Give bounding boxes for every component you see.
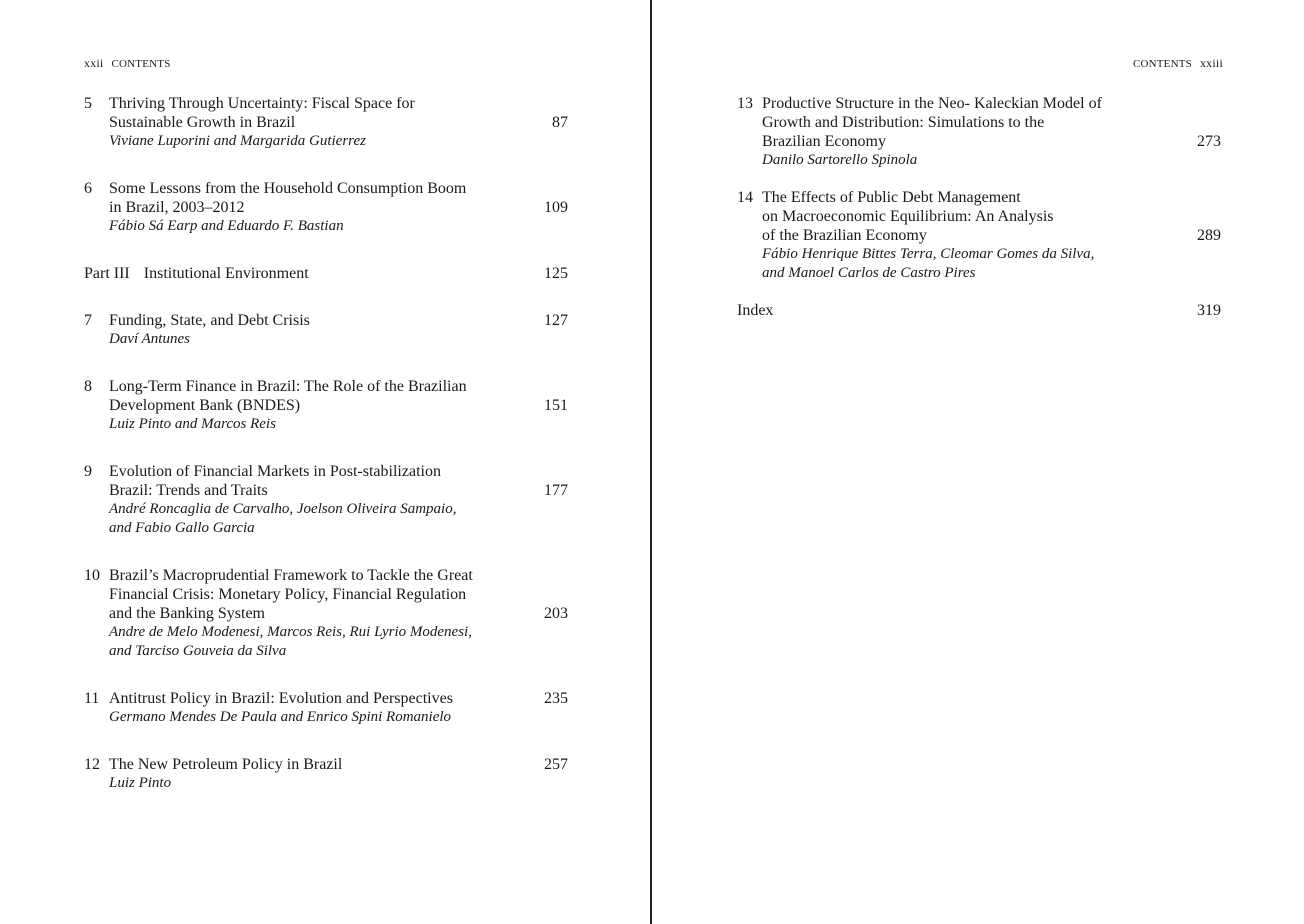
chapter-authors: Andre de Melo Modenesi, Marcos Reis, Rui Lyrio Modenesi,	[109, 624, 472, 640]
chapter-title-line: Brazilian Economy	[762, 133, 886, 150]
chapter-title-line: Antitrust Policy in Brazil: Evolution and Perspectives	[109, 690, 453, 707]
chapter-title	[84, 689, 570, 708]
toc-entry-chapter-8	[84, 377, 570, 434]
chapter-number: 14	[737, 189, 753, 206]
chapter-page-number: 257	[544, 756, 568, 773]
chapter-number: 13	[737, 95, 753, 112]
chapter-title	[84, 94, 570, 132]
chapter-authors: Danilo Sartorello Spinola	[762, 152, 918, 168]
chapter-authors: and Fabio Gallo Garcia	[109, 520, 255, 536]
chapter-title	[737, 94, 1223, 151]
chapter-authors: and Tarciso Gouveia da Silva	[109, 643, 287, 659]
right-toc-list	[737, 94, 1223, 338]
index-label: Index	[737, 302, 774, 319]
chapter-title-line: Brazil’s Macroprudential Framework to Tackle the Great	[109, 567, 473, 584]
toc-entry-chapter-12	[84, 755, 570, 793]
chapter-title-line: Sustainable Growth in Brazil	[109, 114, 296, 131]
chapter-authors: Luiz Pinto and Marcos Reis	[109, 416, 276, 432]
toc-entry-chapter-11	[84, 689, 570, 727]
chapter-number: 9	[84, 463, 92, 480]
chapter-title	[737, 188, 1223, 245]
chapter-number: 10	[84, 567, 100, 584]
index-page-number: 319	[1197, 302, 1221, 319]
chapter-authors: Germano Mendes De Paula and Enrico Spini Romanielo	[109, 709, 452, 725]
chapter-page-number: 177	[544, 482, 568, 499]
chapter-number: 11	[84, 690, 100, 707]
chapter-number: 7	[84, 312, 92, 329]
part-label: Part III	[84, 265, 130, 282]
left-running-title: CONTENTS	[111, 58, 171, 70]
chapter-authors: Daví Antunes	[109, 331, 190, 347]
chapter-page-number: 127	[544, 312, 568, 329]
toc-entry-chapter-10	[84, 566, 570, 661]
chapter-title-line: on Macroeconomic Equilibrium: An Analysis	[762, 208, 1054, 225]
right-folio: xxiii	[1199, 56, 1223, 70]
toc-entry-chapter-13	[737, 94, 1223, 170]
right-running-title: CONTENTS	[1132, 58, 1192, 70]
chapter-authors: Fábio Henrique Bittes Terra, Cleomar Gomes da Silva,	[762, 246, 1095, 262]
chapter-title-line: Development Bank (BNDES)	[109, 397, 301, 414]
toc-entry-part	[84, 264, 570, 283]
chapter-title	[84, 566, 570, 623]
chapter-title-line: Some Lessons from the Household Consumption Boom	[109, 180, 467, 197]
chapter-number: 5	[84, 95, 92, 112]
chapter-title-line: and the Banking System	[109, 605, 265, 622]
chapter-title	[84, 462, 570, 500]
toc-entry-chapter-14	[737, 188, 1223, 283]
chapter-title-line: Funding, State, and Debt Crisis	[109, 312, 310, 329]
chapter-title	[84, 755, 570, 774]
chapter-authors: Fábio Sá Earp and Eduardo F. Bastian	[109, 218, 344, 234]
chapter-title	[84, 311, 570, 330]
chapter-page-number: 109	[544, 199, 568, 216]
chapter-title-line: The New Petroleum Policy in Brazil	[109, 756, 343, 773]
toc-entry-chapter-5	[84, 94, 570, 151]
chapter-page-number: 235	[544, 690, 568, 707]
left-folio: xxii	[84, 56, 104, 70]
right-running-header	[1133, 56, 1223, 71]
page-gutter-divider	[650, 0, 652, 924]
chapter-title-line: The Effects of Public Debt Management	[762, 189, 1021, 206]
chapter-authors: and Manoel Carlos de Castro Pires	[762, 265, 976, 281]
chapter-title-line: in Brazil, 2003–2012	[109, 199, 245, 216]
chapter-title-line: Long-Term Finance in Brazil: The Role of the Brazilian	[109, 378, 467, 395]
chapter-title-line: Brazil: Trends and Traits	[109, 482, 268, 499]
chapter-authors: Luiz Pinto	[109, 775, 172, 791]
left-toc-list	[84, 94, 570, 821]
chapter-page-number: 203	[544, 605, 568, 622]
left-page	[84, 0, 570, 924]
chapter-title-line: Financial Crisis: Monetary Policy, Financial Regulation	[109, 586, 467, 603]
toc-entry-chapter-9	[84, 462, 570, 538]
part-page-number: 125	[544, 265, 568, 282]
chapter-page-number: 289	[1197, 227, 1221, 244]
chapter-title	[84, 377, 570, 415]
chapter-page-number: 273	[1197, 133, 1221, 150]
chapter-number: 6	[84, 180, 92, 197]
chapter-authors: Viviane Luporini and Margarida Gutierrez	[109, 133, 366, 149]
toc-entry-chapter-7	[84, 311, 570, 349]
chapter-title-line: Productive Structure in the Neo- Kaleckian Model of	[762, 95, 1102, 112]
chapter-page-number: 87	[552, 114, 568, 131]
chapter-title-line: Thriving Through Uncertainty: Fiscal Space for	[109, 95, 415, 112]
toc-entry-index	[737, 301, 1223, 320]
chapter-page-number: 151	[544, 397, 568, 414]
chapter-number: 12	[84, 756, 100, 773]
right-page	[737, 0, 1223, 924]
chapter-title-line: Evolution of Financial Markets in Post-stabilization	[109, 463, 441, 480]
toc-entry-chapter-6	[84, 179, 570, 236]
chapter-title-line: of the Brazilian Economy	[762, 227, 927, 244]
chapter-number: 8	[84, 378, 92, 395]
part-title: Institutional Environment	[143, 265, 309, 282]
chapter-title-line: Growth and Distribution: Simulations to the	[762, 114, 1045, 131]
chapter-authors: André Roncaglia de Carvalho, Joelson Oliveira Sampaio,	[109, 501, 457, 517]
left-running-header	[84, 56, 171, 71]
chapter-title	[84, 179, 570, 217]
